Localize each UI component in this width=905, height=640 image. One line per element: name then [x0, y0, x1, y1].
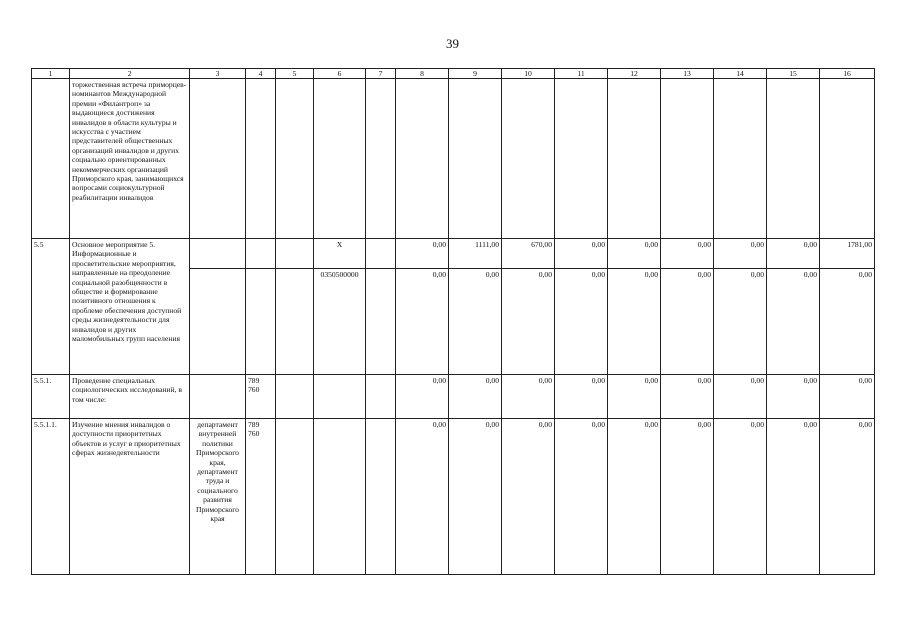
value-cell: 0,00: [449, 269, 502, 375]
value-cell: 0,00: [661, 269, 714, 375]
value-cell: 0,00: [714, 269, 767, 375]
value-cell: 0,00: [555, 239, 608, 269]
executor: департамент внутренней политики Приморского края, департамент труда и социального развития Приморского края: [190, 419, 246, 575]
column-number: 12: [608, 69, 661, 79]
value-cell: 670,00: [502, 239, 555, 269]
value-cell: 0,00: [714, 375, 767, 419]
value-cell: 0,00: [396, 239, 449, 269]
event-description: Проведение специальных социологических исследований, в том числе:: [70, 375, 190, 419]
event-description: Изучение мнения инвалидов о доступности приоритетных объектов и услуг в приоритетных сферах жизнедеятельности: [70, 419, 190, 575]
value-cell: 0,00: [555, 375, 608, 419]
table-row: [32, 375, 875, 419]
page-number: 39: [446, 36, 459, 51]
value-cell: 0,00: [502, 375, 555, 419]
value-cell: 0,00: [608, 269, 661, 375]
column-number: 13: [661, 69, 714, 79]
value-cell: 0,00: [555, 269, 608, 375]
value-cell: 0,00: [608, 239, 661, 269]
column-number: 4: [246, 69, 276, 79]
value-cell: 0,00: [608, 375, 661, 419]
column-number: 9: [449, 69, 502, 79]
row-id: 5.5.1.: [32, 375, 70, 419]
column-number: 16: [820, 69, 875, 79]
event-description: торжественная встреча приморцев-номинантов Международной премии «Филантроп» за выдающиеся достижения инвалидов в области культуры и искусства с участием представителей общественных организаций инвалидов и других социально ориентированных некоммерческих организаций Приморского края, занимающихся вопросами социокультурной реабилитации инвалидов: [70, 79, 190, 239]
value-cell: 0,00: [396, 419, 449, 575]
program-table: [31, 68, 875, 575]
value-cell: 0,00: [767, 269, 820, 375]
column-number: 1: [32, 69, 70, 79]
value-cell: 0,00: [396, 269, 449, 375]
value-cell: 0,00: [661, 375, 714, 419]
value-cell: 0,00: [661, 239, 714, 269]
grbs-code: 789 760: [246, 375, 276, 419]
value-cell: 0,00: [502, 419, 555, 575]
column-number: 15: [767, 69, 820, 79]
column-number: 6: [314, 69, 366, 79]
event-description: Основное мероприятие 5. Информационные и просветительские мероприятия, направленные на преодоление социальной разобщенности в обществе и формирование позитивного отношения к проблеме обеспечения доступной среды жизнедеятельности для инвалидов и других маломобильных групп населения: [70, 239, 190, 375]
column-number: 14: [714, 69, 767, 79]
column-number: 7: [366, 69, 396, 79]
column-number-row: [32, 69, 875, 79]
value-cell: 0,00: [449, 375, 502, 419]
table-row: [32, 419, 875, 575]
column-number: 8: [396, 69, 449, 79]
value-cell: 0,00: [608, 419, 661, 575]
value-cell: 0,00: [661, 419, 714, 575]
value-cell: 0,00: [767, 375, 820, 419]
table-row: [32, 239, 875, 269]
column-number: 5: [276, 69, 314, 79]
value-cell: 0,00: [714, 419, 767, 575]
value-cell: 0,00: [820, 419, 875, 575]
grbs-code: 789 760: [246, 419, 276, 575]
table-row: [32, 79, 875, 239]
value-cell: 0,00: [767, 239, 820, 269]
budget-code: 0350500000: [314, 269, 366, 375]
value-cell: 1781,00: [820, 239, 875, 269]
value-cell: 0,00: [767, 419, 820, 575]
row-id: 5.5.1.1.: [32, 419, 70, 575]
value-cell: 1111,00: [449, 239, 502, 269]
value-cell: 0,00: [555, 419, 608, 575]
column-number: 10: [502, 69, 555, 79]
value-cell: 0,00: [714, 239, 767, 269]
value-cell: 0,00: [820, 269, 875, 375]
value-cell: 0,00: [820, 375, 875, 419]
budget-code: X: [314, 239, 366, 269]
column-number: 11: [555, 69, 608, 79]
row-id: 5.5: [32, 239, 70, 375]
value-cell: 0,00: [396, 375, 449, 419]
value-cell: 0,00: [449, 419, 502, 575]
column-number: 3: [190, 69, 246, 79]
value-cell: 0,00: [502, 269, 555, 375]
column-number: 2: [70, 69, 190, 79]
